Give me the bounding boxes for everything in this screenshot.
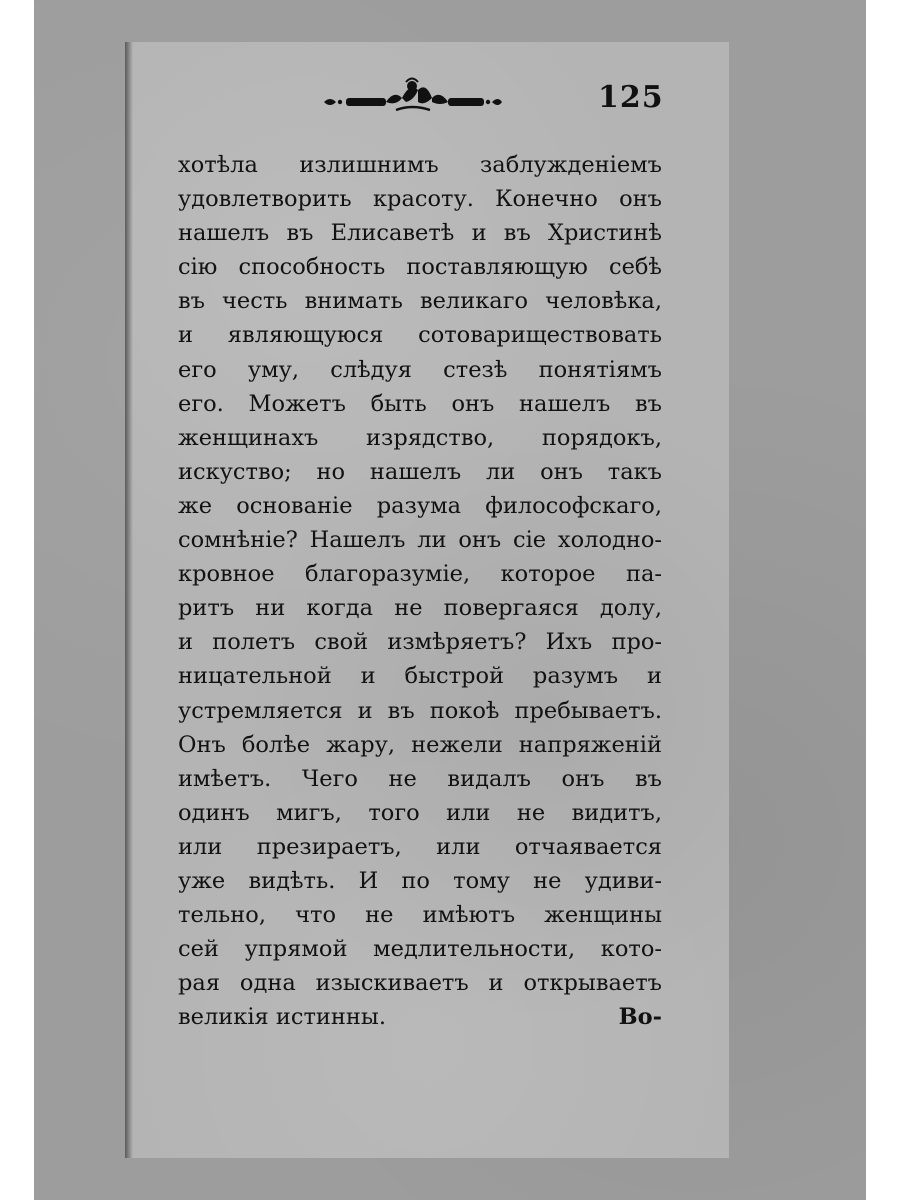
page-number: 125 <box>598 80 664 115</box>
text-line: тельно, что не имѣютъ женщины <box>178 902 662 929</box>
text-line: нашелъ въ Елисаветѣ и въ Христинѣ <box>178 220 662 247</box>
text-line: одинъ мигъ, того или не видитъ, <box>178 799 662 826</box>
text-line: имѣетъ. Чего не видалъ онъ въ <box>178 765 662 792</box>
text-line: сомнѣнiе? Нашелъ ли онъ сiе холодно- <box>178 527 662 554</box>
text-line: его. Можетъ быть онъ нашелъ въ <box>178 390 662 417</box>
text-line: сiю способность поставляющую себѣ <box>178 254 662 281</box>
text-line-last <box>178 1000 662 1034</box>
text-line: рая одна изыскиваетъ и открываетъ <box>178 970 662 997</box>
text-line: и полетъ свой измѣряетъ? Ихъ про- <box>178 629 662 656</box>
text-line: его уму, слѣдуя стезѣ понятiямъ <box>178 356 662 383</box>
catchword: Во- <box>618 1004 662 1031</box>
text-line: ницательной и быстрой разумъ и <box>178 663 662 690</box>
floral-scroll-ornament-icon <box>322 76 504 120</box>
text-line: хотѣла излишнимъ заблужденiемъ <box>178 152 662 178</box>
page-spine-shadow <box>125 42 133 1158</box>
text-line: ритъ ни когда не повергаяся долу, <box>178 595 662 622</box>
text-line: и являющуюся сотовариществовать <box>178 322 662 349</box>
text-line: удовлетворить красоту. Конечно онъ <box>178 186 662 213</box>
text-line: искуство; но нашелъ ли онъ такъ <box>178 458 662 485</box>
text-line: устремляется и въ покоѣ пребываетъ. <box>178 697 662 724</box>
body-text <box>178 148 662 1034</box>
text-line: же основанiе разума философскаго, <box>178 492 662 519</box>
text-line: уже видѣть. И по тому не удиви- <box>178 867 662 894</box>
text-line: женщинахъ изрядство, порядокъ, <box>178 424 662 451</box>
text-line: кровное благоразумiе, которое па- <box>178 561 662 588</box>
text-line: сей упрямой медлительности, кото- <box>178 936 662 963</box>
text-line: Онъ болѣе жару, нежели напряженiй <box>178 731 662 758</box>
text-line: въ честь внимать великаго человѣка, <box>178 288 662 315</box>
last-line-text: великiя истинны. <box>178 1004 386 1031</box>
text-line: или презираетъ, или отчаявается <box>178 833 662 860</box>
